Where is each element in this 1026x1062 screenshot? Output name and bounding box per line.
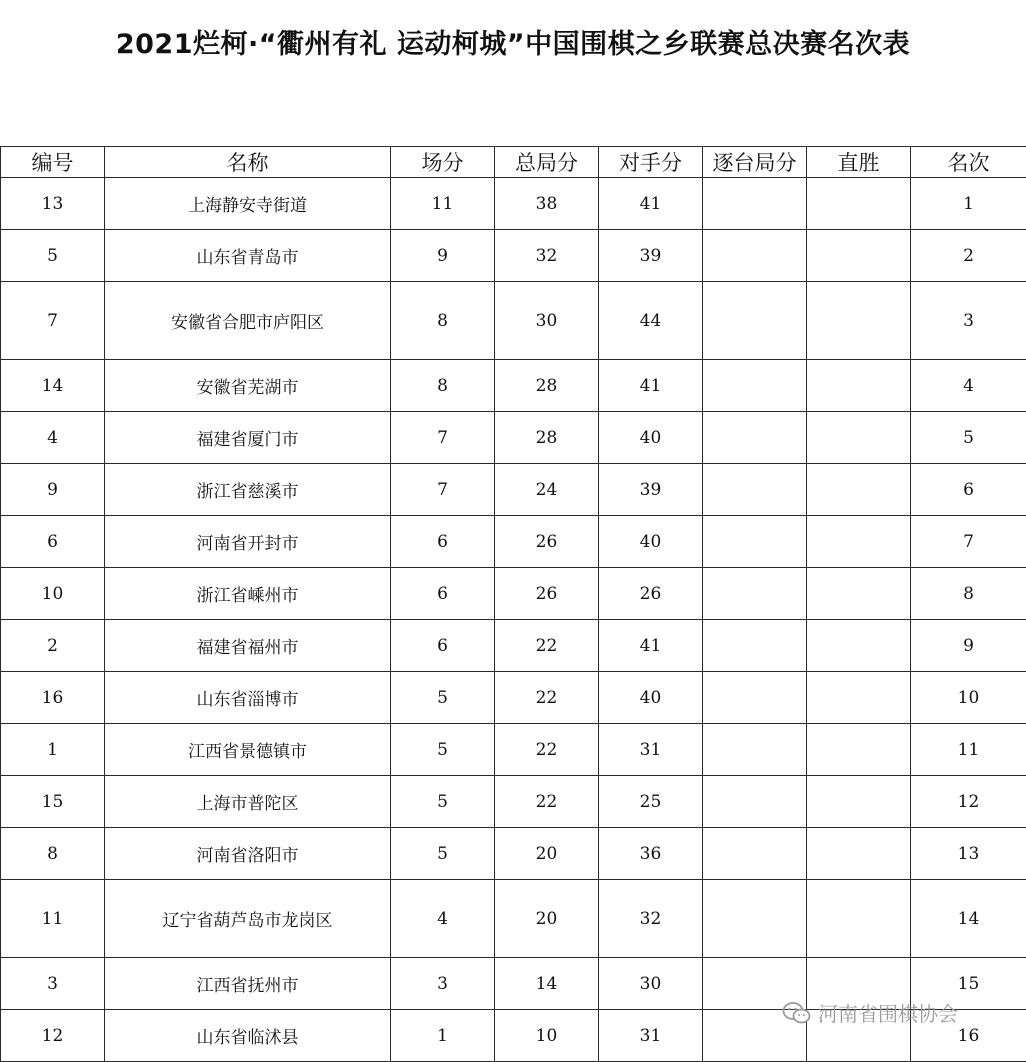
cell-total-game-points: 22	[495, 620, 599, 672]
cell-opponent-points: 41	[599, 620, 703, 672]
cell-head-to-head	[807, 516, 911, 568]
cell-rank: 11	[911, 724, 1026, 776]
cell-name: 安徽省合肥市庐阳区	[105, 282, 391, 360]
cell-total-game-points: 22	[495, 776, 599, 828]
cell-head-to-head	[807, 620, 911, 672]
cell-name: 山东省临沭县	[105, 1010, 391, 1062]
cell-name: 河南省洛阳市	[105, 828, 391, 880]
cell-board-points	[703, 178, 807, 230]
cell-opponent-points: 30	[599, 958, 703, 1010]
cell-board-points	[703, 516, 807, 568]
cell-opponent-points: 40	[599, 672, 703, 724]
cell-rank: 10	[911, 672, 1026, 724]
table-row	[1, 568, 1026, 620]
cell-board-points	[703, 412, 807, 464]
table-row	[1, 880, 1026, 958]
cell-rank: 7	[911, 516, 1026, 568]
column-header-match-points: 场分	[391, 147, 495, 178]
cell-id: 2	[1, 620, 105, 672]
cell-id: 10	[1, 568, 105, 620]
cell-id: 9	[1, 464, 105, 516]
cell-rank: 6	[911, 464, 1026, 516]
table-row	[1, 230, 1026, 282]
cell-rank: 8	[911, 568, 1026, 620]
cell-board-points	[703, 620, 807, 672]
cell-board-points	[703, 568, 807, 620]
column-header-total-game-points: 总局分	[495, 147, 599, 178]
cell-opponent-points: 32	[599, 880, 703, 958]
table-row	[1, 282, 1026, 360]
cell-rank: 15	[911, 958, 1026, 1010]
cell-opponent-points: 31	[599, 724, 703, 776]
cell-opponent-points: 25	[599, 776, 703, 828]
cell-rank: 5	[911, 412, 1026, 464]
table-row	[1, 360, 1026, 412]
cell-match-points: 9	[391, 230, 495, 282]
cell-opponent-points: 41	[599, 178, 703, 230]
cell-total-game-points: 20	[495, 828, 599, 880]
cell-total-game-points: 20	[495, 880, 599, 958]
cell-match-points: 11	[391, 178, 495, 230]
cell-head-to-head	[807, 880, 911, 958]
cell-board-points	[703, 360, 807, 412]
table-row	[1, 828, 1026, 880]
cell-board-points	[703, 776, 807, 828]
column-header-id: 编号	[1, 147, 105, 178]
cell-match-points: 5	[391, 828, 495, 880]
cell-rank: 13	[911, 828, 1026, 880]
table-row	[1, 464, 1026, 516]
table-row	[1, 620, 1026, 672]
cell-match-points: 5	[391, 672, 495, 724]
cell-id: 3	[1, 958, 105, 1010]
cell-opponent-points: 36	[599, 828, 703, 880]
cell-match-points: 7	[391, 464, 495, 516]
cell-match-points: 4	[391, 880, 495, 958]
cell-name: 江西省景德镇市	[105, 724, 391, 776]
column-header-board-points: 逐台局分	[703, 147, 807, 178]
cell-board-points	[703, 464, 807, 516]
cell-match-points: 1	[391, 1010, 495, 1062]
cell-id: 8	[1, 828, 105, 880]
cell-name: 浙江省嵊州市	[105, 568, 391, 620]
cell-head-to-head	[807, 672, 911, 724]
cell-total-game-points: 32	[495, 230, 599, 282]
cell-board-points	[703, 828, 807, 880]
cell-rank: 2	[911, 230, 1026, 282]
cell-match-points: 8	[391, 282, 495, 360]
cell-id: 15	[1, 776, 105, 828]
column-header-rank: 名次	[911, 147, 1026, 178]
cell-opponent-points: 31	[599, 1010, 703, 1062]
cell-name: 江西省抚州市	[105, 958, 391, 1010]
cell-match-points: 6	[391, 516, 495, 568]
cell-opponent-points: 40	[599, 516, 703, 568]
cell-rank: 9	[911, 620, 1026, 672]
table-row	[1, 776, 1026, 828]
cell-opponent-points: 39	[599, 230, 703, 282]
cell-match-points: 7	[391, 412, 495, 464]
ranking-table	[0, 146, 1026, 1062]
cell-name: 上海市普陀区	[105, 776, 391, 828]
cell-name: 山东省青岛市	[105, 230, 391, 282]
cell-board-points	[703, 230, 807, 282]
cell-head-to-head	[807, 464, 911, 516]
cell-head-to-head	[807, 828, 911, 880]
page-title: 2021烂柯·“衢州有礼 运动柯城”中国围棋之乡联赛总决赛名次表	[0, 22, 1026, 61]
cell-board-points	[703, 282, 807, 360]
watermark-text: 河南省围棋协会	[818, 998, 958, 1027]
cell-head-to-head	[807, 178, 911, 230]
cell-head-to-head	[807, 568, 911, 620]
cell-total-game-points: 26	[495, 516, 599, 568]
cell-head-to-head	[807, 230, 911, 282]
cell-id: 12	[1, 1010, 105, 1062]
cell-opponent-points: 41	[599, 360, 703, 412]
cell-total-game-points: 30	[495, 282, 599, 360]
cell-opponent-points: 44	[599, 282, 703, 360]
cell-id: 5	[1, 230, 105, 282]
cell-id: 1	[1, 724, 105, 776]
cell-head-to-head	[807, 724, 911, 776]
cell-name: 安徽省芜湖市	[105, 360, 391, 412]
cell-match-points: 5	[391, 724, 495, 776]
cell-board-points	[703, 724, 807, 776]
table-row	[1, 516, 1026, 568]
cell-match-points: 8	[391, 360, 495, 412]
cell-total-game-points: 22	[495, 724, 599, 776]
cell-name: 福建省福州市	[105, 620, 391, 672]
cell-id: 16	[1, 672, 105, 724]
column-header-name: 名称	[105, 147, 391, 178]
cell-name: 上海静安寺街道	[105, 178, 391, 230]
cell-match-points: 5	[391, 776, 495, 828]
cell-total-game-points: 10	[495, 1010, 599, 1062]
cell-name: 辽宁省葫芦岛市龙岗区	[105, 880, 391, 958]
cell-board-points	[703, 880, 807, 958]
cell-name: 山东省淄博市	[105, 672, 391, 724]
cell-rank: 12	[911, 776, 1026, 828]
cell-id: 13	[1, 178, 105, 230]
table-row	[1, 412, 1026, 464]
cell-total-game-points: 28	[495, 360, 599, 412]
table-header-row	[1, 147, 1026, 178]
cell-id: 14	[1, 360, 105, 412]
cell-id: 4	[1, 412, 105, 464]
cell-id: 6	[1, 516, 105, 568]
cell-head-to-head	[807, 776, 911, 828]
table-row	[1, 724, 1026, 776]
cell-name: 浙江省慈溪市	[105, 464, 391, 516]
cell-total-game-points: 28	[495, 412, 599, 464]
cell-total-game-points: 26	[495, 568, 599, 620]
cell-match-points: 6	[391, 568, 495, 620]
cell-opponent-points: 26	[599, 568, 703, 620]
wechat-icon	[782, 1001, 812, 1025]
watermark	[782, 998, 958, 1027]
cell-board-points	[703, 672, 807, 724]
cell-opponent-points: 39	[599, 464, 703, 516]
cell-head-to-head	[807, 412, 911, 464]
cell-head-to-head	[807, 360, 911, 412]
cell-rank: 14	[911, 880, 1026, 958]
cell-rank: 16	[911, 1010, 1026, 1062]
cell-rank: 3	[911, 282, 1026, 360]
cell-match-points: 3	[391, 958, 495, 1010]
cell-total-game-points: 14	[495, 958, 599, 1010]
cell-rank: 4	[911, 360, 1026, 412]
table-row	[1, 672, 1026, 724]
table-row	[1, 178, 1026, 230]
column-header-opponent-points: 对手分	[599, 147, 703, 178]
column-header-head-to-head: 直胜	[807, 147, 911, 178]
cell-total-game-points: 38	[495, 178, 599, 230]
cell-match-points: 6	[391, 620, 495, 672]
cell-opponent-points: 40	[599, 412, 703, 464]
cell-total-game-points: 24	[495, 464, 599, 516]
cell-id: 11	[1, 880, 105, 958]
cell-total-game-points: 22	[495, 672, 599, 724]
cell-name: 河南省开封市	[105, 516, 391, 568]
cell-name: 福建省厦门市	[105, 412, 391, 464]
cell-head-to-head	[807, 282, 911, 360]
cell-rank: 1	[911, 178, 1026, 230]
cell-id: 7	[1, 282, 105, 360]
